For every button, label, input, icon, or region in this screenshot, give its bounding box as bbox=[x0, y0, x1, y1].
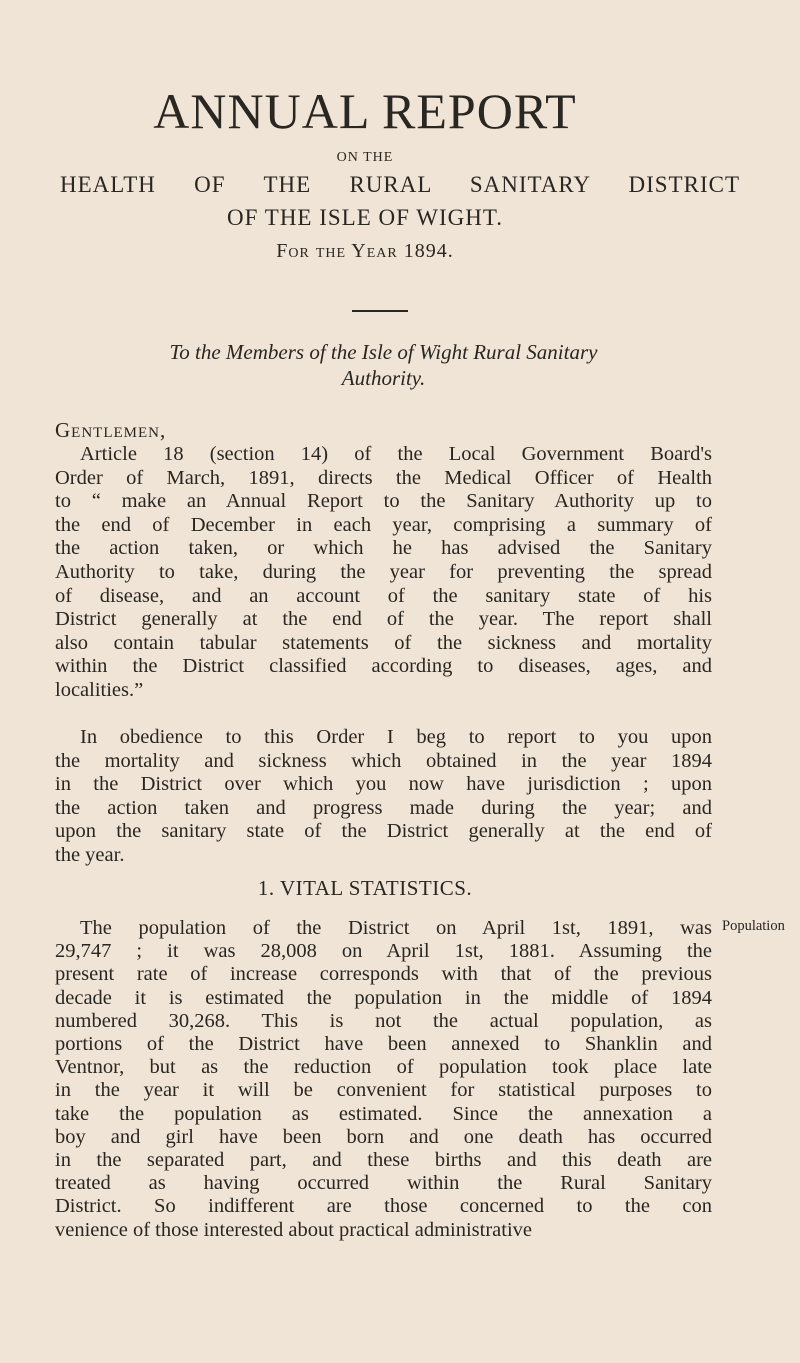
text-line: the mortality and sickness which obtained in the year 1894 bbox=[55, 749, 712, 772]
text-line: venience of those interested about practical administrative bbox=[55, 1218, 533, 1241]
text-line: to “ make an Annual Report to the Sanitary Authority up to bbox=[55, 490, 712, 513]
text-line: also contain tabular statements of the sickness and mortality bbox=[55, 631, 712, 654]
text-line: In obedience to this Order I beg to report to you upon bbox=[80, 726, 712, 748]
text-line: in the separated part, and these births and this death are bbox=[55, 1149, 712, 1171]
text-line: upon the sanitary state of the District generally at the end of bbox=[55, 820, 712, 843]
text-line: District generally at the end of the year. The report shall bbox=[55, 608, 712, 631]
text-line: in the District over which you now have jurisdiction ; upon bbox=[55, 773, 712, 796]
subtitle-line-2: OF THE ISLE OF WIGHT. bbox=[227, 205, 503, 230]
text-line: of disease, and an account of the sanitary state of his bbox=[55, 584, 712, 607]
text-line: Article 18 (section 14) of the Local Government Board's bbox=[80, 443, 712, 465]
text-line: decade it is estimated the population in the middle of 1894 bbox=[55, 986, 712, 1009]
section-heading: 1. VITAL STATISTICS. bbox=[257, 876, 473, 900]
page-title: ANNUAL REPORT bbox=[153, 83, 577, 139]
subtitle-line-1: HEALTH OF THE RURAL SANITARY DISTRICT bbox=[60, 172, 740, 197]
text-line: portions of the District have been annexed to Shanklin and bbox=[55, 1033, 712, 1055]
dedication-line-2: Authority. bbox=[341, 366, 426, 390]
text-line: 29,747 ; it was 28,008 on April 1st, 1881. Assuming the bbox=[55, 940, 712, 963]
salutation: Gentlemen, bbox=[55, 418, 167, 442]
subtitle-on-the: ON THE bbox=[336, 150, 394, 165]
text-line: boy and girl have been born and one death has occurred bbox=[55, 1125, 712, 1148]
text-line: The population of the District on April 1st, 1891, was bbox=[80, 917, 712, 939]
text-line: treated as having occurred within the Rural Sanitary bbox=[55, 1172, 712, 1195]
text-line: District. So indifferent are those concerned to the con bbox=[55, 1195, 712, 1218]
text-line: Order of March, 1891, directs the Medical Officer of Health bbox=[55, 466, 712, 489]
text-line: Ventnor, but as the reduction of population took place late bbox=[55, 1056, 712, 1079]
text-line: Authority to take, during the year for preventing the spread bbox=[55, 561, 712, 583]
divider-rule bbox=[352, 310, 408, 312]
text-line: within the District classified according to diseases, ages, and bbox=[55, 655, 712, 678]
text-line: localities.” bbox=[55, 679, 144, 701]
text-line: take the population as estimated. Since the annexation a bbox=[55, 1102, 712, 1125]
text-line: the action taken and progress made during the year; and bbox=[55, 796, 712, 819]
text-line: numbered 30,268. This is not the actual population, as bbox=[55, 1009, 712, 1032]
text-line: present rate of increase corresponds with that of the previous bbox=[55, 963, 712, 986]
margin-note: Population bbox=[722, 918, 785, 934]
dedication-line-1: To the Members of the Isle of Wight Rural Sanitary bbox=[169, 340, 598, 364]
text-line: the action taken, or which he has advised the Sanitary bbox=[55, 537, 712, 560]
text-line: in the year it will be convenient for statistical purposes to bbox=[55, 1079, 712, 1102]
text-line: the year. bbox=[55, 844, 125, 866]
text-line: the end of December in each year, comprising a summary of bbox=[55, 513, 712, 536]
year-line: For the Year 1894. bbox=[276, 240, 454, 262]
